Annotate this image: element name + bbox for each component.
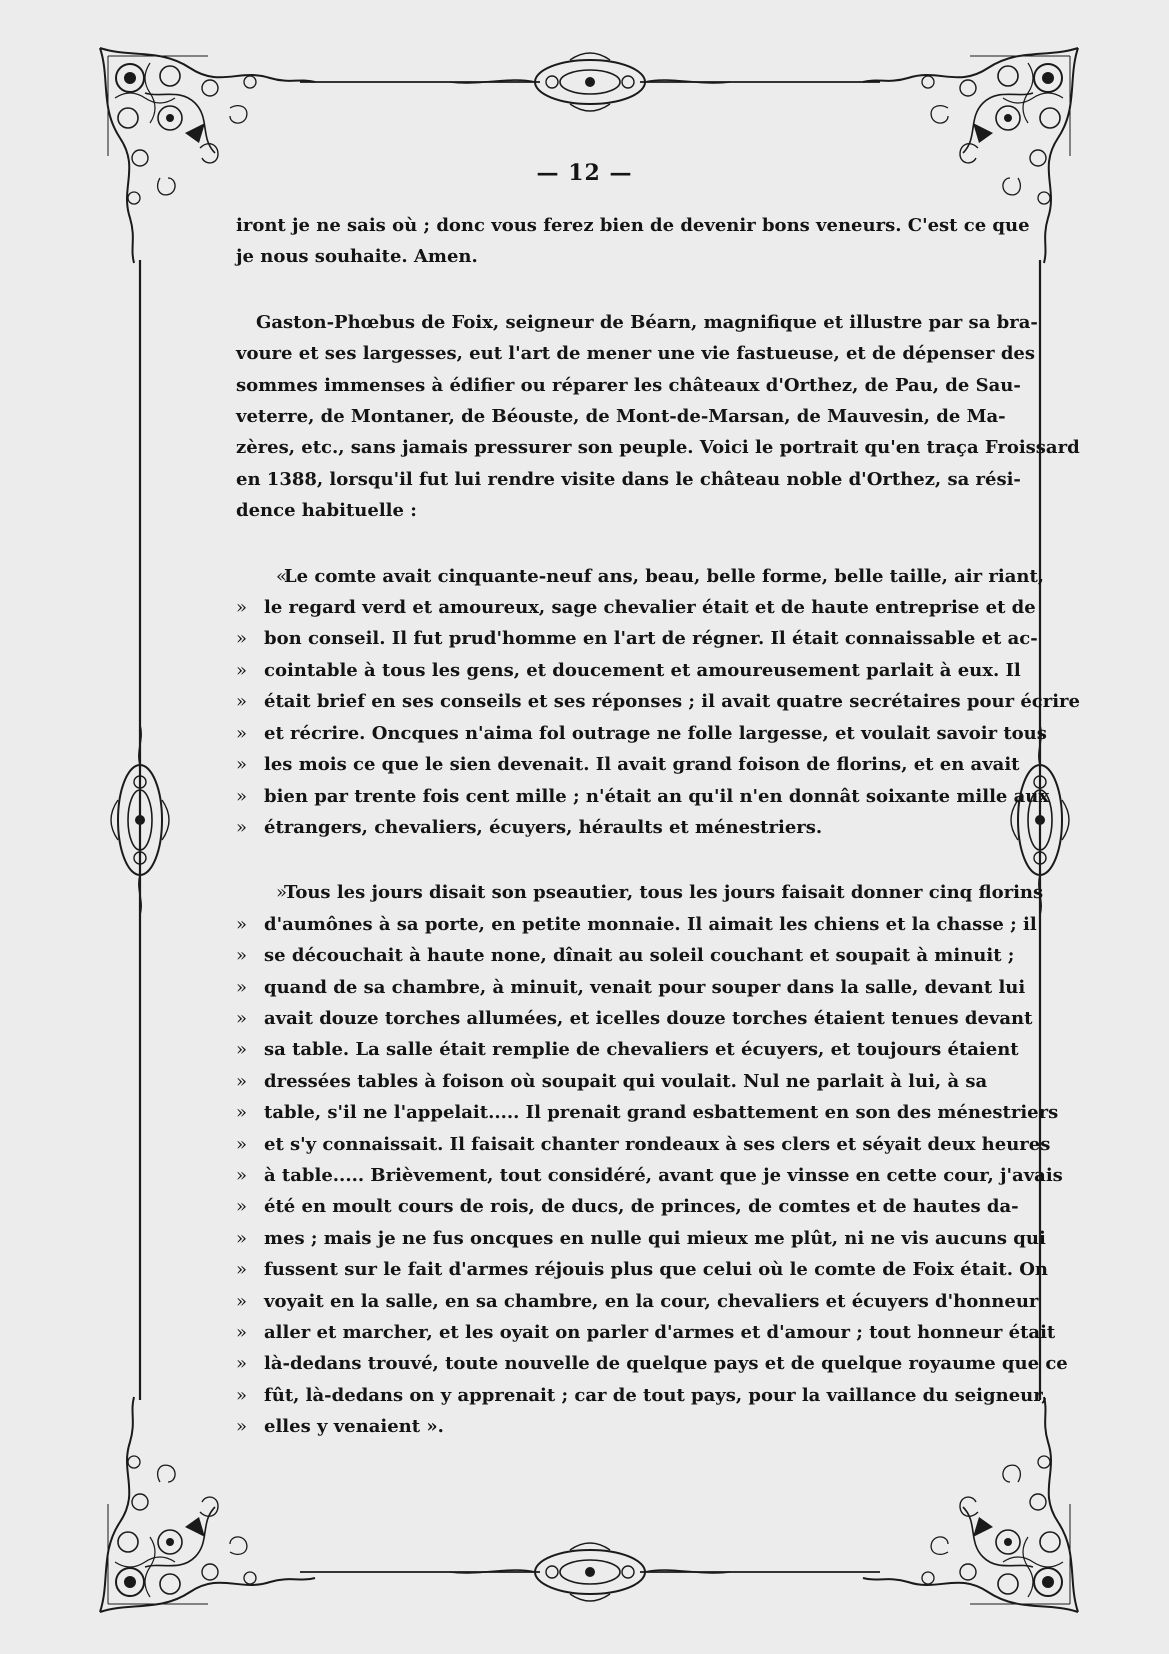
quoted-line (236, 1317, 1056, 1348)
quotation-paragraph-2 (236, 877, 1068, 1442)
quoted-text: voyait en la salle, en sa chambre, en la cour, chevaliers et écuyers d'honneur (264, 1290, 1039, 1312)
quoted-text: bien par trente fois cent mille ; n'était an qu'il n'en donnât soixante mille aux (264, 785, 1050, 807)
quoted-line (236, 909, 1037, 940)
text-line: en 1388, lorsqu'il fut lui rendre visite dans le château noble d'Orthez, sa rési- (236, 468, 1021, 490)
quoted-text: les mois ce que le sien devenait. Il avait grand foison de florins, et en avait (264, 754, 1020, 776)
quoted-line (236, 1380, 1048, 1411)
quoted-line (236, 1034, 1019, 1065)
quoted-line (236, 1129, 1051, 1160)
quoted-text: cointable à tous les gens, et doucement et amoureusement parlait à eux. Il (264, 659, 1021, 681)
quoted-line (236, 877, 1044, 908)
guillemet-mark: » (236, 1070, 248, 1092)
quoted-line (236, 1411, 984, 1442)
paragraph-1 (236, 210, 1030, 273)
quoted-line (236, 686, 1080, 717)
text-line: dence habituelle : (236, 500, 417, 522)
guillemet-mark: » (236, 597, 248, 619)
guillemet-mark: » (236, 1133, 248, 1155)
guillemet-mark: » (236, 1196, 248, 1218)
guillemet-mark: « (276, 565, 288, 587)
quoted-text: à table..... Brièvement, tout considéré, avant que je vinsse en cette cour, j'avais (264, 1164, 1063, 1186)
text-line: je nous souhaite. Amen. (236, 246, 478, 268)
body-text (236, 210, 1080, 1443)
text-line: iront je ne sais où ; donc vous ferez bien de devenir bons veneurs. C'est ce que (236, 215, 1030, 236)
page-number: — 12 — (536, 160, 633, 186)
guillemet-mark: » (236, 1384, 248, 1406)
quoted-text: Tous les jours disait son pseautier, tous les jours faisait donner cinq florins (284, 882, 1044, 904)
quoted-text: sa table. La salle était remplie de chevaliers et écuyers, et toujours étaient (264, 1039, 1019, 1061)
guillemet-mark: » (236, 754, 248, 776)
text-line: sommes immenses à édifier ou réparer les châteaux d'Orthez, de Pau, de Sau- (236, 374, 1021, 396)
quoted-text: Le comte avait cinquante-neuf ans, beau, belle forme, belle taille, air riant, (284, 565, 1045, 587)
guillemet-mark: » (236, 913, 248, 935)
quoted-line (236, 812, 984, 843)
quoted-line (236, 1223, 1046, 1254)
quoted-line (236, 1097, 1059, 1128)
guillemet-mark: » (236, 691, 248, 713)
quoted-line (236, 940, 1015, 971)
quoted-text: le regard verd et amoureux, sage chevalier était et de haute entreprise et de (264, 597, 1036, 619)
guillemet-mark: » (236, 1322, 248, 1343)
quoted-line (236, 1066, 988, 1097)
guillemet-mark: » (236, 659, 248, 681)
guillemet-mark: » (236, 722, 248, 744)
quoted-line (236, 1191, 1019, 1222)
quoted-text: avait douze torches allumées, et icelles douze torches étaient tenues devant (264, 1007, 1033, 1029)
quoted-line (236, 1348, 1068, 1379)
guillemet-mark: » (236, 1227, 248, 1249)
text-line: veterre, de Montaner, de Béouste, de Mont-de-Marsan, de Mauvesin, de Ma- (236, 406, 1006, 428)
quoted-line (236, 1160, 1063, 1191)
text-line: Gaston-Phœbus de Foix, seigneur de Béarn, magnifique et illustre par sa bra- (256, 311, 1038, 333)
guillemet-mark: » (236, 1039, 248, 1061)
quoted-text: mes ; mais je ne fus oncques en nulle qui mieux me plût, ni ne vis aucuns qui (264, 1227, 1046, 1249)
quoted-line (236, 623, 1038, 654)
quoted-line (236, 718, 1047, 749)
quoted-line (236, 1286, 1039, 1317)
quoted-text: aller et marcher, et les oyait on parler d'armes et d'amour ; tout honneur était (264, 1322, 1056, 1343)
quoted-line (236, 1254, 1049, 1285)
guillemet-mark: » (236, 945, 248, 967)
guillemet-mark: » (276, 882, 288, 904)
guillemet-mark: » (236, 1259, 248, 1281)
guillemet-mark: » (236, 976, 248, 998)
quoted-line (236, 749, 1020, 780)
quoted-line (236, 655, 1021, 686)
guillemet-mark: » (236, 1007, 248, 1029)
quoted-line (236, 781, 1050, 812)
guillemet-mark: » (236, 1416, 248, 1438)
quoted-text: était brief en ses conseils et ses réponses ; il avait quatre secrétaires pour écrire (264, 691, 1080, 713)
quoted-text: dressées tables à foison où soupait qui voulait. Nul ne parlait à lui, à sa (264, 1070, 988, 1092)
quoted-text: quand de sa chambre, à minuit, venait pour souper dans la salle, devant lui (264, 976, 1026, 998)
quoted-text: là-dedans trouvé, toute nouvelle de quelque pays et de quelque royaume que ce (264, 1353, 1068, 1375)
quotation-paragraph-1 (236, 561, 1080, 844)
text-line: voure et ses largesses, eut l'art de mener une vie fastueuse, et de dépenser des (236, 343, 1035, 365)
quoted-text: et s'y connaissait. Il faisait chanter rondeaux à ses clers et séyait deux heures (264, 1133, 1051, 1155)
guillemet-mark: » (236, 628, 248, 650)
quoted-text: fût, là-dedans on y apprenait ; car de tout pays, pour la vaillance du seigneur, (264, 1384, 1048, 1406)
quoted-text: et récrire. Oncques n'aima fol outrage ne folle largesse, et voulait savoir tous (264, 722, 1047, 744)
quoted-line (236, 1003, 1033, 1034)
quoted-text: été en moult cours de rois, de ducs, de princes, de comtes et de hautes da- (264, 1196, 1019, 1218)
quoted-text: étrangers, chevaliers, écuyers, héraults et ménestriers. (264, 816, 823, 838)
quoted-line (236, 561, 1045, 592)
quoted-text: table, s'il ne l'appelait..... Il prenait grand esbattement en son des ménestriers (264, 1102, 1059, 1124)
text-line: zères, etc., sans jamais pressurer son peuple. Voici le portrait qu'en traça Froissard (236, 437, 1080, 459)
paragraph-2 (236, 307, 1080, 527)
quoted-line (236, 592, 1036, 623)
guillemet-mark: » (236, 816, 248, 838)
guillemet-mark: » (236, 1164, 248, 1186)
quoted-text: se découchait à haute none, dînait au soleil couchant et soupait à minuit ; (264, 945, 1015, 967)
guillemet-mark: » (236, 1102, 248, 1124)
quoted-line (236, 972, 1026, 1003)
quoted-text: d'aumônes à sa porte, en petite monnaie. Il aimait les chiens et la chasse ; il (264, 913, 1037, 935)
quoted-text: elles y venaient ». (264, 1416, 444, 1438)
quoted-text: fussent sur le fait d'armes réjouis plus que celui où le comte de Foix était. On (264, 1259, 1049, 1281)
quoted-text: bon conseil. Il fut prud'homme en l'art de régner. Il était connaissable et ac- (264, 628, 1038, 650)
guillemet-mark: » (236, 785, 248, 807)
guillemet-mark: » (236, 1290, 248, 1312)
guillemet-mark: » (236, 1353, 248, 1375)
